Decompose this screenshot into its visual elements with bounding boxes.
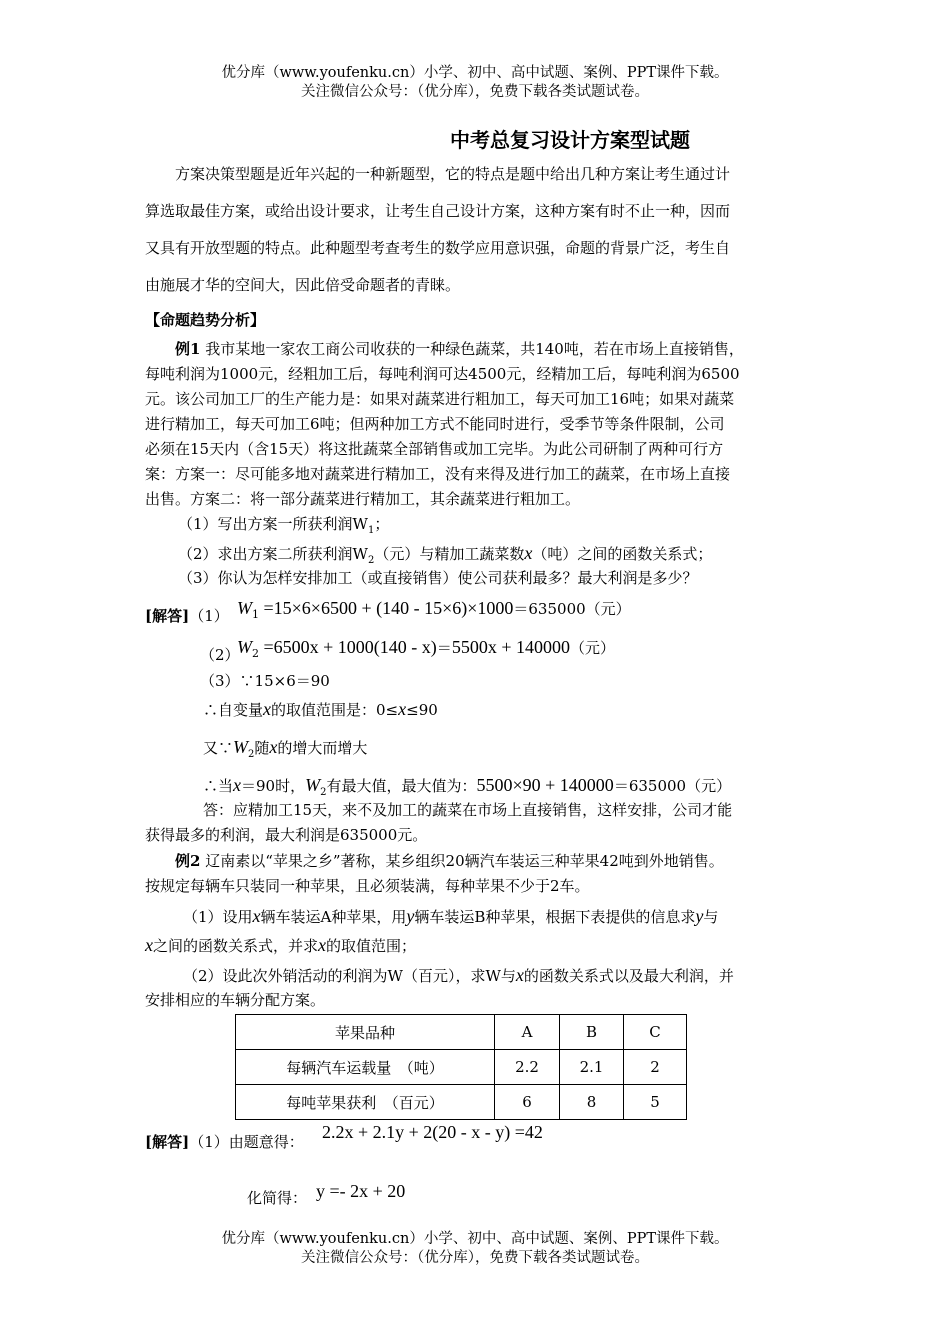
ex2-q2-x: x <box>515 965 524 985</box>
ex1-line-2: 每吨利润为1000元，经粗加工后，每吨利润可达4500元，经精加工后，每吨利润为6500 <box>145 365 740 383</box>
ex1-s1-formula <box>237 598 631 621</box>
table-header-cell: C <box>624 1015 687 1050</box>
section-heading: 【命题趋势分析】 <box>145 311 266 329</box>
ex1-s4-c: ≤90 <box>406 701 438 719</box>
ex2-q1-x2: x <box>145 935 153 955</box>
ex2-q2-b: 的函数关系式以及最大利润，并 <box>523 967 734 985</box>
ex1-q2 <box>178 543 712 571</box>
ex2-sol-line <box>145 1132 304 1152</box>
ex1-line-3: 元。该公司加工厂的生产能力是：如果对蔬菜进行粗加工，每天可加工16吨；如果对蔬菜 <box>145 390 735 408</box>
ex1-q2-c: （吨）之间的函数关系式； <box>532 545 713 563</box>
ex2-simplify-formula: y =- 2x + 20 <box>316 1181 406 1201</box>
table-header-row <box>236 1015 687 1050</box>
ex1-line-1: 我市某地一家农工商公司收获的一种绿色蔬菜，共140吨，若在市场上直接销售， <box>205 340 744 358</box>
header-line-1: 优分库（www.youfenku.cn）小学、初中、高中试题、案例、PPT课件下载。 <box>221 65 729 81</box>
ex1-q1-text: （1）写出方案一所获利润W <box>178 515 368 533</box>
ex1-answer-2: 获得最多的利润，最大利润是635000元。 <box>145 826 428 844</box>
ex2-q2-line-1 <box>183 965 734 986</box>
table-cell: 每吨苹果获利 （百元） <box>236 1085 495 1120</box>
ex1-s2-sub: 2 <box>252 647 259 661</box>
table-cell: 2 <box>624 1050 687 1085</box>
table-header-cell: A <box>495 1015 560 1050</box>
ex1-s1-sub: 1 <box>252 608 259 622</box>
ex1-q1-sub: 1 <box>367 525 375 536</box>
ex2-q1-line-2 <box>145 935 416 956</box>
ex1-sol-label: [解答] <box>145 607 190 625</box>
ex2-label: 例2 <box>175 852 201 870</box>
ex1-s5-b: 随 <box>254 739 270 757</box>
ex1-s6-expr: 5500×90 + 140000 <box>476 775 614 795</box>
ex1-first-line <box>175 339 744 359</box>
ex1-s6-x: x <box>233 775 242 795</box>
ex2-sol-formula: 2.2x + 2.1y + 2(20 - x - y) =42 <box>322 1122 543 1142</box>
ex1-s5 <box>203 737 367 765</box>
table-cell: 2.2 <box>495 1050 560 1085</box>
ex1-s2-W: W <box>237 637 252 657</box>
ex1-q2-sub: 2 <box>367 555 375 566</box>
table-row <box>236 1085 687 1120</box>
ex2-q1-x3: x <box>318 935 327 955</box>
ex1-s1-res: ＝635000（元） <box>513 600 631 618</box>
ex2-q1-e: 之间的函数关系式，并求 <box>153 937 319 955</box>
ex1-s6-res: ＝635000（元） <box>613 777 732 795</box>
table-row <box>236 1050 687 1085</box>
footer-line-2: 关注微信公众号：（优分库），免费下载各类试题试卷。 <box>301 1250 649 1266</box>
ex1-s2-unit: （元） <box>569 639 615 657</box>
ex2-q1-b: 辆车装运A种苹果，用 <box>260 908 407 926</box>
table-header-cell: 苹果品种 <box>236 1015 495 1050</box>
ex1-s2-eq: ＝ <box>436 639 452 657</box>
ex1-s2-num: （2） <box>200 646 240 664</box>
table-cell: 6 <box>495 1085 560 1120</box>
ex1-s2-expr: =6500x + 1000(140 - x) <box>259 637 437 657</box>
ex2-q1-y: y <box>406 906 415 926</box>
ex1-s6-a: ∴当 <box>203 777 234 795</box>
table-header-cell: B <box>560 1015 624 1050</box>
ex2-line-2: 按规定每辆车只装同一种苹果，且必须装满，每种苹果不少于2车。 <box>145 877 590 895</box>
ex1-s5-W: W <box>233 737 249 757</box>
ex1-s6-W: W <box>305 775 321 795</box>
header-line-2: 关注微信公众号：（优分库），免费下载各类试题试卷。 <box>301 84 649 100</box>
ex2-simplify-label: 化简得： <box>247 1189 308 1207</box>
intro-line-3: 又具有开放型题的特点。此种题型考查考生的数学应用意识强，命题的背景广泛，考生自 <box>145 239 731 257</box>
ex1-s6-c: 有最大值，最大值为： <box>326 777 477 795</box>
ex2-q1-y2: y <box>695 906 704 926</box>
ex1-s5-sub: 2 <box>248 749 255 760</box>
ex1-label: 例1 <box>175 340 201 358</box>
ex1-s4-x: x <box>263 699 272 719</box>
page-title: 中考总复习设计方案型试题 <box>450 128 690 152</box>
table-cell: 每辆汽车运载量 （吨） <box>236 1050 495 1085</box>
ex1-s3: （3）∵15×6＝90 <box>200 672 330 690</box>
ex2-q1-f: 的取值范围； <box>326 937 417 955</box>
ex1-s2-formula <box>237 637 615 660</box>
ex1-line-6: 案：方案一：尽可能多地对蔬菜进行精加工，没有来得及进行加工的蔬菜，在市场上直接 <box>145 465 731 483</box>
ex2-q2-a: （2）设此次外销活动的利润为W（百元），求W与 <box>183 967 516 985</box>
ex1-s1-W: W <box>237 598 252 618</box>
ex2-q1-a: （1）设用 <box>183 908 253 926</box>
ex1-s4-x2: x <box>398 699 407 719</box>
ex2-line-1: 辽南素以“苹果之乡”著称，某乡组织20辆汽车装运三种苹果42吨到外地销售。 <box>205 852 724 870</box>
ex1-s5-c: 的增大而增大 <box>277 739 368 757</box>
ex1-sol-line-1 <box>145 606 229 626</box>
ex1-line-5: 必须在15天内（含15天）将这批蔬菜全部销售或加工完毕。为此公司研制了两种可行方 <box>145 440 724 458</box>
ex2-q1-d: 与 <box>703 908 719 926</box>
ex1-answer-1: 答：应精加工15天，来不及加工的蔬菜在市场上直接销售，这样安排，公司才能 <box>203 801 733 819</box>
ex1-q2-b: （元）与精加工蔬菜数 <box>374 545 525 563</box>
ex1-s1-expr: =15×6×6500 + (140 - 15×6)×1000 <box>259 598 514 618</box>
ex1-s4-b: 的取值范围是：0≤ <box>271 701 399 719</box>
table-cell: 5 <box>624 1085 687 1120</box>
ex1-q2-x: x <box>524 543 533 563</box>
ex1-q3: （3）你认为怎样安排加工（或直接销售）使公司获利最多？最大利润是多少？ <box>178 569 698 587</box>
ex1-s6 <box>203 775 731 803</box>
ex1-s4 <box>203 699 438 720</box>
ex1-s1-num: （1） <box>189 607 229 625</box>
intro-line-2: 算选取最佳方案，或给出设计要求，让考生自己设计方案，这种方案有时不止一种，因而 <box>145 202 731 220</box>
ex1-s5-x: x <box>269 737 278 757</box>
ex2-sol-a: （1）由题意得： <box>189 1133 304 1151</box>
ex2-q1-x: x <box>252 906 261 926</box>
ex2-q2-line-2: 安排相应的车辆分配方案。 <box>145 991 326 1009</box>
ex1-s6-sub: 2 <box>320 787 327 798</box>
ex1-line-7: 出售。方案二：将一部分蔬菜进行精加工，其余蔬菜进行粗加工。 <box>145 490 581 508</box>
ex1-q2-a: （2）求出方案二所获利润W <box>178 545 368 563</box>
ex2-q1-c: 辆车装运B种苹果，根据下表提供的信息求 <box>414 908 696 926</box>
ex2-first-line <box>175 851 724 871</box>
intro-line-4: 由施展才华的空间大，因此倍受命题者的青睐。 <box>145 276 461 294</box>
table-cell: 2.1 <box>560 1050 624 1085</box>
ex1-q1-end: ； <box>374 515 390 533</box>
ex1-s2-expr2: 5500x + 140000 <box>451 637 570 657</box>
ex1-s5-a: 又∵ <box>203 739 234 757</box>
ex1-line-4: 进行精加工，每天可加工6吨；但两种加工方式不能同时进行，受季节等条件限制，公司 <box>145 415 725 433</box>
ex1-s6-b: ＝90时， <box>241 777 306 795</box>
ex1-q1 <box>178 514 389 541</box>
apple-info-table <box>235 1014 687 1120</box>
intro-line-1: 方案决策型题是近年兴起的一种新题型，它的特点是题中给出几种方案让考生通过计 <box>175 165 731 183</box>
ex2-q1-line-1 <box>183 906 718 927</box>
ex1-s4-a: ∴自变量 <box>203 701 264 719</box>
table-cell: 8 <box>560 1085 624 1120</box>
footer-line-1: 优分库（www.youfenku.cn）小学、初中、高中试题、案例、PPT课件下载。 <box>221 1231 729 1247</box>
ex2-sol-label: [解答] <box>145 1133 190 1151</box>
